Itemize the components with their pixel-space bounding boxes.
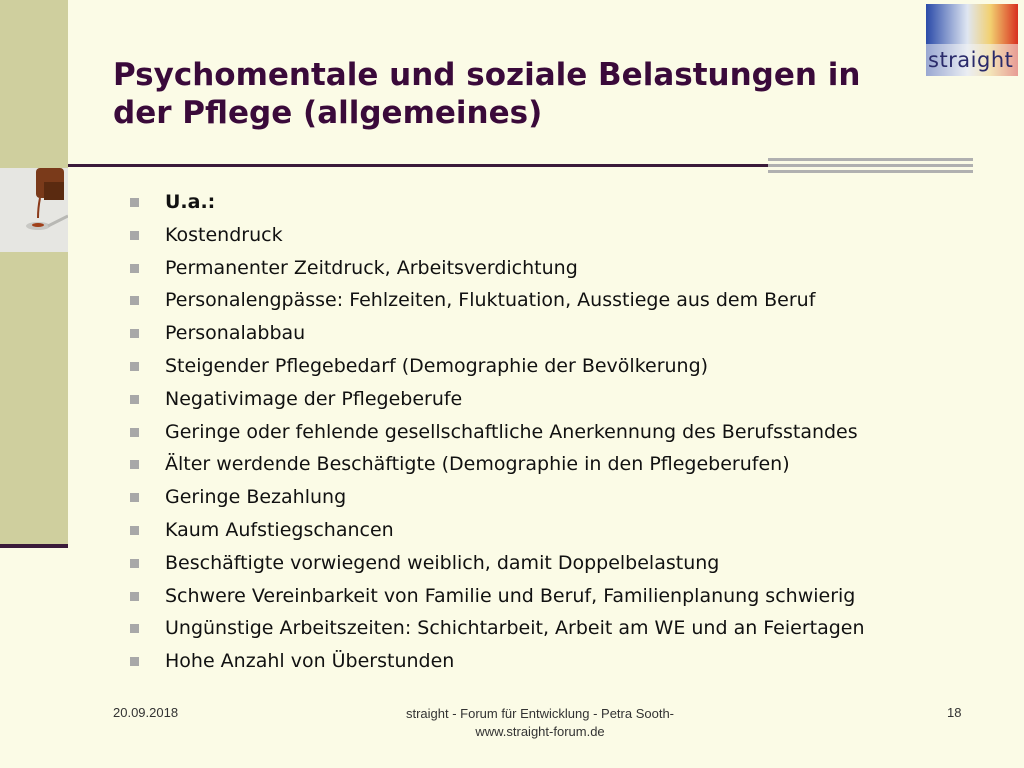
square-bullet-icon: [130, 362, 139, 371]
bullet-item: [130, 547, 990, 580]
bullet-text: Kostendruck: [165, 223, 283, 246]
square-bullet-icon: [130, 624, 139, 633]
bullet-text: Kaum Aufstiegschancen: [165, 518, 394, 541]
square-bullet-icon: [130, 395, 139, 404]
bullet-item: [130, 219, 990, 252]
bullet-item: [130, 448, 990, 481]
bullet-text: Geringe Bezahlung: [165, 486, 347, 509]
bullet-text: Schwere Vereinbarkeit von Familie und Beruf, Familienplanung schwierig: [165, 584, 856, 607]
medicine-spoon-icon: [0, 168, 68, 252]
bullet-text: U.a.:: [165, 191, 216, 213]
bullet-text: Beschäftigte vorwiegend weiblich, damit Doppelbelastung: [165, 551, 720, 574]
footer-credit-line2: www.straight-forum.de: [475, 724, 605, 739]
bullet-text: Personalabbau: [165, 322, 306, 345]
bullet-item: [130, 416, 990, 449]
bullet-item: [130, 514, 990, 547]
bullet-item: [130, 383, 990, 416]
bullet-item: [130, 645, 990, 678]
bullet-item: [130, 350, 990, 383]
bullet-item: [130, 186, 990, 219]
bullet-text: Steigender Pflegebedarf (Demographie der Bevölkerung): [165, 354, 709, 377]
footer-credit: [380, 705, 700, 741]
bullet-text: Hohe Anzahl von Überstunden: [165, 650, 455, 673]
bullet-item: [130, 317, 990, 350]
bullet-text: Personalengpässe: Fehlzeiten, Fluktuation, Ausstiege aus dem Beruf: [165, 289, 816, 312]
left-band-divider: [0, 544, 68, 548]
square-bullet-icon: [130, 559, 139, 568]
bullet-text: Negativimage der Pflegeberufe: [165, 387, 463, 410]
bullet-text: Permanenter Zeitdruck, Arbeitsverdichtung: [165, 256, 578, 279]
square-bullet-icon: [130, 493, 139, 502]
page-number: 18: [947, 705, 962, 720]
bullet-item: [130, 252, 990, 285]
bullet-text: Ungünstige Arbeitszeiten: Schichtarbeit, Arbeit am WE und an Feiertagen: [165, 617, 865, 640]
square-bullet-icon: [130, 657, 139, 666]
medicine-spoon-photo: [0, 168, 68, 252]
bullet-item: [130, 612, 990, 645]
square-bullet-icon: [130, 329, 139, 338]
square-bullet-icon: [130, 526, 139, 535]
footer-credit-line1: straight - Forum für Entwicklung - Petra Sooth-: [405, 706, 675, 721]
straight-logo: [926, 4, 1018, 76]
square-bullet-icon: [130, 231, 139, 240]
square-bullet-icon: [130, 428, 139, 437]
title-rule-accent: [768, 158, 973, 178]
square-bullet-icon: [130, 264, 139, 273]
logo-text: straight: [928, 48, 1014, 72]
square-bullet-icon: [130, 460, 139, 469]
bullet-item: [130, 481, 990, 514]
square-bullet-icon: [130, 592, 139, 601]
bullet-item: [130, 580, 990, 613]
square-bullet-icon: [130, 296, 139, 305]
bullet-list: [130, 186, 990, 678]
bullet-item: [130, 284, 990, 317]
bullet-text: Älter werdende Beschäftigte (Demographie in den Pflegeberufen): [165, 453, 790, 476]
slide-title: Psychomentale und soziale Belastungen in der Pflege (allgemeines): [113, 57, 861, 131]
footer-date: 20.09.2018: [113, 705, 179, 720]
left-decorative-band: [0, 0, 68, 548]
bullet-text: Geringe oder fehlende gesellschaftliche Anerkennung des Berufsstandes: [165, 420, 858, 443]
square-bullet-icon: [130, 198, 139, 207]
